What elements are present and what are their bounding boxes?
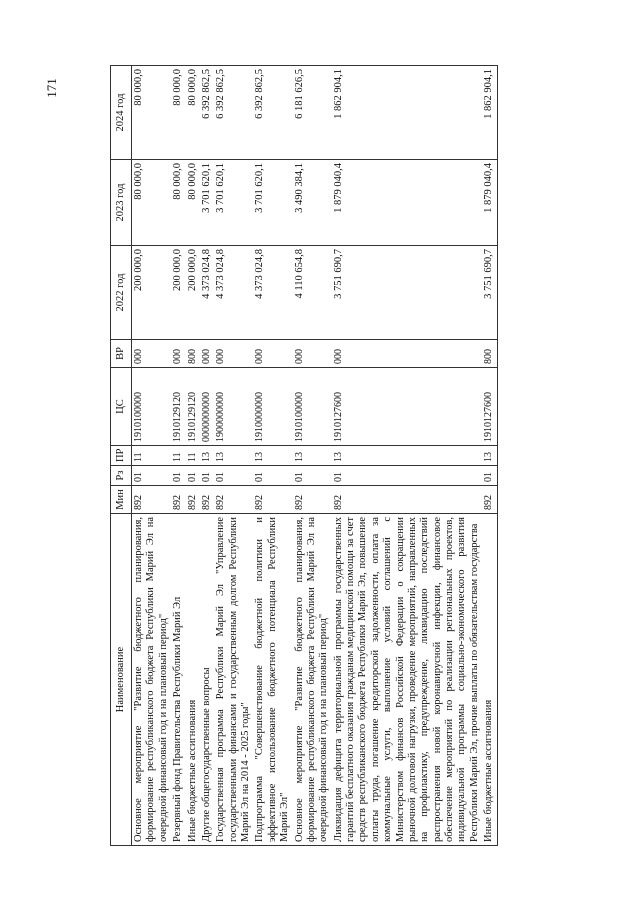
cell-rz: 01: [293, 466, 332, 486]
cell-2024: 6 392 862,5: [200, 66, 214, 160]
cell-name: Резервный фонд Правительства Республики Марий Эл: [171, 514, 185, 846]
cell-vr: 000: [293, 340, 332, 368]
cell-cs: 1910100000: [132, 368, 172, 446]
rotated-page-content: [110, 66, 590, 846]
cell-2024: 6 392 862,5: [253, 66, 292, 160]
cell-rz: 01: [200, 466, 214, 486]
header-2023: 2023 год: [111, 160, 132, 246]
cell-pr: 13: [293, 446, 332, 466]
cell-2022: 4 373 024,8: [214, 246, 253, 340]
cell-2023: 1 879 040,4: [482, 160, 497, 246]
cell-vr: 800: [186, 340, 200, 368]
table-row: [332, 66, 483, 846]
cell-name: Ликвидация дефицита территориальной программы государственных гарантий бесплатного оказания гражданам медицинской помощи за счет средств республиканского бюджета Республики Марий Эл, повышение оплаты труда, погашение кредиторской задолженности, оплата за коммунальные услуги, выполнение условий соглашений с Министерством финансов Российской Федерации о сокращении рыночной долговой нагрузки, проведение мероприятий, направленных на профилактику, предупреждение, ликвидацию последствий распространения новой коронавирусной инфекции, финансовое обеспечение мероприятий по реализации региональных проектов, индивидуальной программы социально-экономического развития Республики Марий Эл, прочие выплаты по обязательствам государства: [332, 514, 483, 846]
cell-cs: 0000000000: [200, 368, 214, 446]
cell-pr: 11: [132, 446, 172, 466]
table-row: [186, 66, 200, 846]
page-number: 171: [43, 78, 59, 98]
cell-vr: 000: [200, 340, 214, 368]
cell-2023: 1 879 040,4: [332, 160, 483, 246]
header-min: Мин: [111, 486, 132, 514]
cell-cs: 1910000000: [253, 368, 292, 446]
cell-2024: 6 392 862,5: [214, 66, 253, 160]
cell-vr: 800: [482, 340, 497, 368]
table-row: [482, 66, 497, 846]
cell-pr: 13: [253, 446, 292, 466]
cell-name: Государственная программа Республики Марий Эл "Управление государственными финансами и государственным долгом Республики Марий Эл на 2014 - 2025 годы": [214, 514, 253, 846]
cell-2023: 3 490 384,1: [293, 160, 332, 246]
cell-rz: 01: [332, 466, 483, 486]
cell-pr: 13: [200, 446, 214, 466]
cell-vr: 000: [171, 340, 185, 368]
cell-min: 892: [186, 486, 200, 514]
table-row: [214, 66, 253, 846]
table-row: [132, 66, 172, 846]
cell-rz: 01: [214, 466, 253, 486]
cell-rz: 01: [186, 466, 200, 486]
cell-2022: 4 373 024,8: [253, 246, 292, 340]
cell-2022: 4 110 654,8: [293, 246, 332, 340]
cell-min: 892: [253, 486, 292, 514]
cell-cs: 1910127600: [482, 368, 497, 446]
cell-cs: 1910129120: [171, 368, 185, 446]
cell-2023: 80 000,0: [132, 160, 172, 246]
header-cs: ЦС: [111, 368, 132, 446]
cell-min: 892: [214, 486, 253, 514]
cell-2022: 200 000,0: [186, 246, 200, 340]
header-name: Наименование: [111, 514, 132, 846]
cell-name: Основное мероприятие "Развитие бюджетного планирования, формирование республиканского бюджета Республики Марий Эл на очередной финансовый год и на плановый период": [132, 514, 172, 846]
cell-pr: 13: [214, 446, 253, 466]
cell-cs: 1910127600: [332, 368, 483, 446]
header-2022: 2022 год: [111, 246, 132, 340]
cell-vr: 000: [132, 340, 172, 368]
cell-cs: 1910129120: [186, 368, 200, 446]
cell-min: 892: [293, 486, 332, 514]
cell-2024: 80 000,0: [132, 66, 172, 160]
cell-min: 892: [482, 486, 497, 514]
cell-rz: 01: [253, 466, 292, 486]
cell-cs: 1910100000: [293, 368, 332, 446]
table-header-row: [111, 66, 132, 846]
cell-2023: 80 000,0: [186, 160, 200, 246]
cell-rz: 01: [171, 466, 185, 486]
cell-pr: 11: [186, 446, 200, 466]
cell-vr: 000: [253, 340, 292, 368]
cell-2023: 3 701 620,1: [214, 160, 253, 246]
cell-name: Иные бюджетные ассигнования: [482, 514, 497, 846]
cell-2024: 80 000,0: [186, 66, 200, 160]
cell-2022: 200 000,0: [132, 246, 172, 340]
cell-name: Основное мероприятие "Развитие бюджетного планирования, формирование республиканского бюджета Республики Марий Эл на очередной финансовый год и на плановый период": [293, 514, 332, 846]
table-row: [200, 66, 214, 846]
table-row: [171, 66, 185, 846]
cell-rz: 01: [482, 466, 497, 486]
cell-2022: 3 751 690,7: [482, 246, 497, 340]
cell-min: 892: [171, 486, 185, 514]
cell-cs: 1900000000: [214, 368, 253, 446]
cell-2022: 3 751 690,7: [332, 246, 483, 340]
cell-2024: 1 862 904,1: [332, 66, 483, 160]
cell-2023: 3 701 620,1: [253, 160, 292, 246]
header-2024: 2024 год: [111, 66, 132, 160]
cell-name: Иные бюджетные ассигнования: [186, 514, 200, 846]
cell-vr: 000: [214, 340, 253, 368]
table-row: [293, 66, 332, 846]
cell-pr: 13: [482, 446, 497, 466]
cell-min: 892: [132, 486, 172, 514]
cell-2023: 80 000,0: [171, 160, 185, 246]
header-rz: Рз: [111, 466, 132, 486]
header-vr: ВР: [111, 340, 132, 368]
cell-pr: 11: [171, 446, 185, 466]
cell-2024: 80 000,0: [171, 66, 185, 160]
cell-min: 892: [200, 486, 214, 514]
cell-2022: 200 000,0: [171, 246, 185, 340]
cell-2024: 6 181 626,5: [293, 66, 332, 160]
header-pr: ПР: [111, 446, 132, 466]
cell-2024: 1 862 904,1: [482, 66, 497, 160]
cell-pr: 13: [332, 446, 483, 466]
cell-name: Подпрограмма "Совершенствование бюджетной политики и эффективное использование бюджетного потенциала Республики Марий Эл": [253, 514, 292, 846]
cell-vr: 000: [332, 340, 483, 368]
cell-2023: 3 701 620,1: [200, 160, 214, 246]
budget-table: [110, 65, 498, 846]
cell-min: 892: [332, 486, 483, 514]
cell-name: Другие общегосударственные вопросы: [200, 514, 214, 846]
cell-rz: 01: [132, 466, 172, 486]
table-row: [253, 66, 292, 846]
cell-2022: 4 373 024,8: [200, 246, 214, 340]
